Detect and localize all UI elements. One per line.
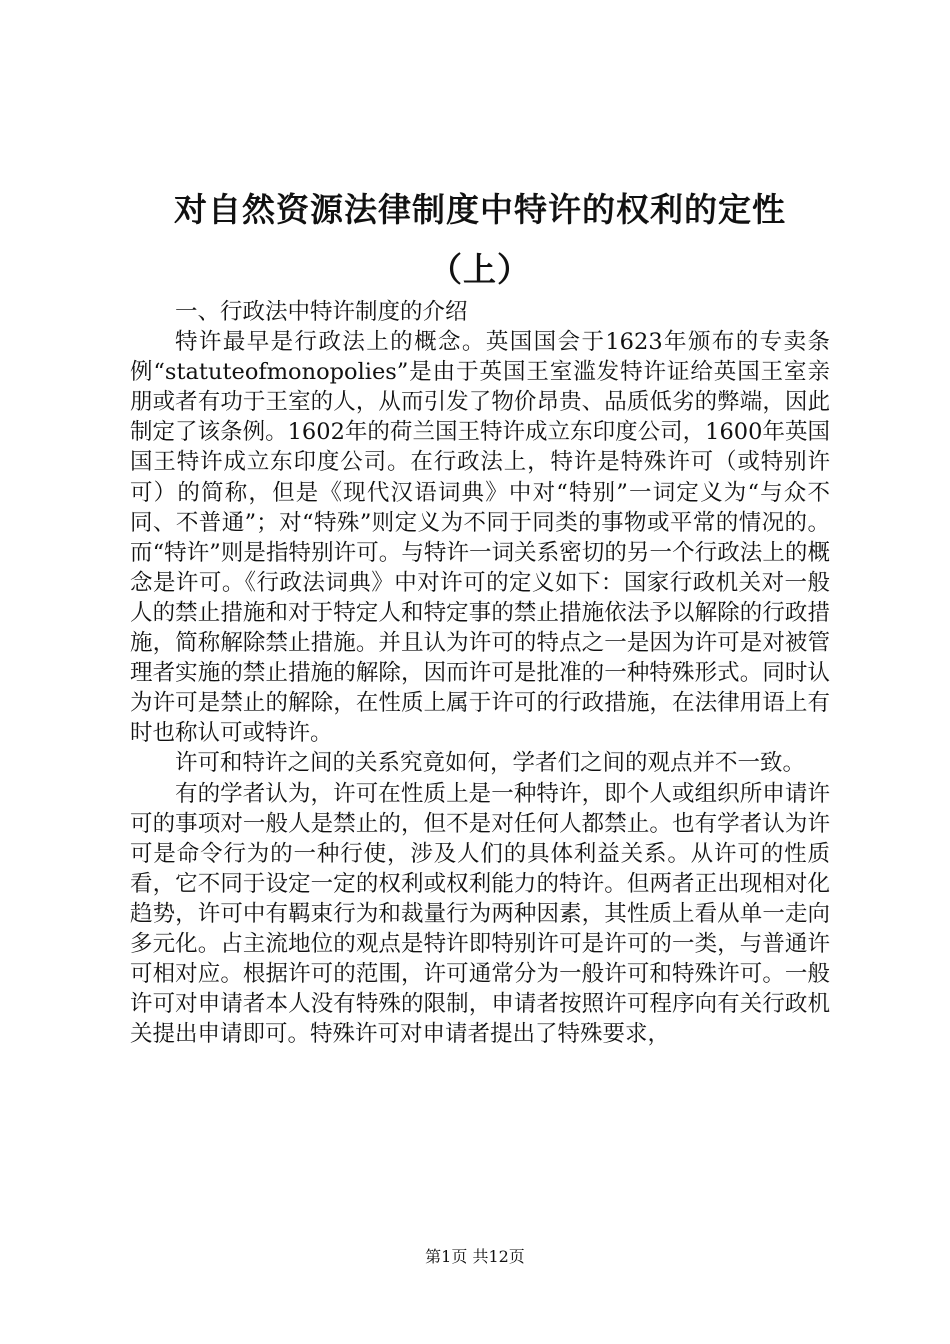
paragraph: 有的学者认为，许可在性质上是一种特许，即个人或组织所申请许可的事项对一般人是禁止的，但不是对任何人都禁止。也有学者认为许可是命令行为的一种行使，涉及人们的具体利益关系。从许可的性质看，它不同于设定一定的权利或权利能力的特许。但两者正出现相对化趋势，许可中有羁束行为和裁量行为两种因素，其性质上看从单一走向多元化。占主流地位的观点是特许即特别许可是许可的一类，与普通许可相对应。根据许可的范围，许可通常分为一般许可和特殊许可。一般许可对申请者本人没有特殊的限制，申请者按照许可程序向有关行政机关提出申请即可。特殊许可对申请者提出了特殊要求， [130, 780, 830, 1048]
document-body [130, 297, 830, 1049]
paragraph: 特许最早是行政法上的概念。英国国会于1623年颁布的专卖条例“statuteofmonopolies”是由于英国王室滥发特许证给英国王室亲朋或者有功于王室的人，从而引发了物价昂贵、品质低劣的弊端，因此制定了该条例。1602年的荷兰国王特许成立东印度公司，1600年英国国王特许成立东印度公司。在行政法上，特许是特殊许可（或特别许可）的简称，但是《现代汉语词典》中对“特别”一词定义为“与众不同、不普通”；对“特殊”则定义为不同于同类的事物或平常的情况的。而“特许”则是指特别许可。与特许一词关系密切的另一个行政法上的概念是许可。《行政法词典》中对许可的定义如下：国家行政机关对一般人的禁止措施和对于特定人和特定事的禁止措施依法予以解除的行政措施，简称解除禁止措施。并且认为许可的特点之一是因为许可是对被管理者实施的禁止措施的解除，因而许可是批准的一种特殊形式。同时认为许可是禁止的解除，在性质上属于许可的行政措施，在法律用语上有时也称认可或特许。 [130, 329, 830, 747]
document-title: 对自然资源法律制度中特许的权利的定性 [174, 190, 786, 229]
document-title-part: （上） [429, 250, 531, 289]
page-number: 第1页 共12页 [425, 1247, 525, 1266]
paragraph: 许可和特许之间的关系究竟如何，学者们之间的观点并不一致。 [175, 750, 806, 777]
section-heading: 一、行政法中特许制度的介绍 [175, 299, 468, 325]
